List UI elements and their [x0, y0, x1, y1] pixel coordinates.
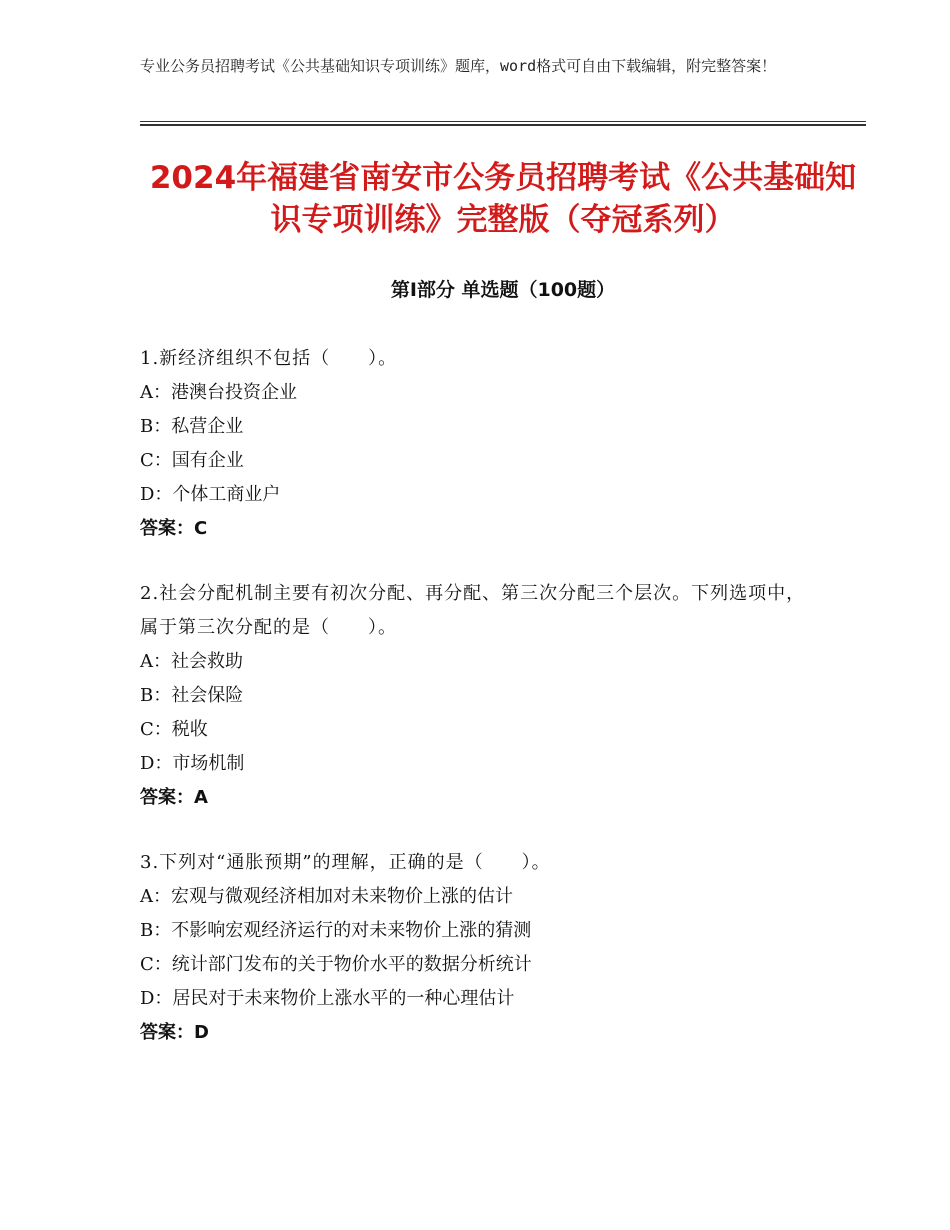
section-title: 第Ⅰ部分 单选题（100题） [390, 279, 616, 301]
option-d: D：市场机制 [140, 753, 245, 774]
option-a: A：社会救助 [140, 651, 243, 672]
header-divider-thin [140, 121, 866, 122]
question-list [140, 342, 820, 1081]
option-b: B：社会保险 [140, 685, 244, 706]
answer-line: 答案：A [140, 787, 208, 808]
option-d: D：居民对于未来物价上涨水平的一种心理估计 [140, 988, 515, 1009]
option-a: A：港澳台投资企业 [140, 382, 297, 403]
option-a: A：宏观与微观经济相加对未来物价上涨的估计 [140, 886, 513, 907]
answer-line: 答案：C [140, 518, 208, 539]
option-c: C：税收 [140, 719, 208, 740]
option-c: C：统计部门发布的关于物价水平的数据分析统计 [140, 954, 532, 975]
question-item [140, 342, 820, 546]
question-item [140, 577, 820, 815]
option-c: C：国有企业 [140, 450, 244, 471]
question-stem: 3.下列对“通胀预期”的理解，正确的是（ ）。 [140, 852, 551, 873]
option-b: B：私营企业 [140, 416, 244, 437]
question-item [140, 846, 820, 1050]
answer-line: 答案：D [140, 1022, 209, 1043]
document-title: 2024年福建省南安市公务员招聘考试《公共基础知识专项训练》完整版（夺冠系列） [149, 160, 857, 238]
question-stem: 1.新经济组织不包括（ ）。 [140, 348, 398, 369]
question-stem: 2.社会分配机制主要有初次分配、再分配、第三次分配三个层次。下列选项中，属于第三次分配的是（ ）。 [140, 583, 806, 638]
option-b: B：不影响宏观经济运行的对未来物价上涨的猜测 [140, 920, 532, 941]
option-d: D：个体工商业户 [140, 484, 281, 505]
header-note: 专业公务员招聘考试《公共基础知识专项训练》题库，word格式可自由下载编辑，附完整答案！ [140, 57, 777, 75]
header-divider-thick [140, 124, 866, 126]
